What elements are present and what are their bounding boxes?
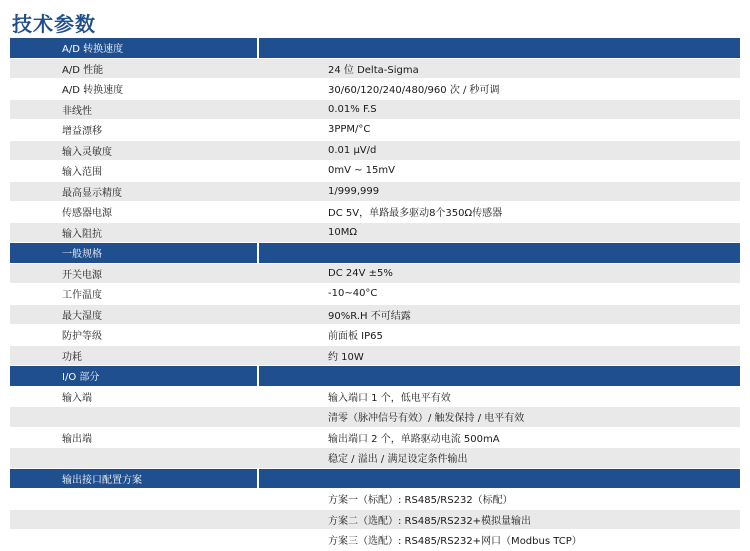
spec-label: 增益漂移 — [62, 126, 102, 138]
spec-row — [10, 284, 740, 305]
spec-value: 90%R.H 不可结露 — [328, 310, 411, 322]
section-header-ad — [10, 38, 740, 59]
spec-row — [10, 325, 740, 346]
section-header-output-interface — [10, 469, 740, 490]
spec-label: 输入端 — [62, 392, 92, 404]
spec-value: 清零（脉冲信号有效）/ 触发保持 / 电平有效 — [328, 413, 525, 425]
spec-label: 开关电源 — [62, 269, 102, 281]
spec-row — [10, 346, 740, 367]
spec-value: 0mV ~ 15mV — [328, 165, 395, 177]
spec-table — [10, 38, 740, 551]
page-title: 技术参数 — [12, 12, 96, 36]
section-header-label: A/D 转换速度 — [62, 44, 124, 56]
spec-value: 约 10W — [328, 351, 364, 363]
spec-value: 1/999,999 — [328, 185, 380, 197]
spec-value: DC 5V，单路最多驱动8个350Ω传感器 — [328, 208, 503, 220]
spec-row — [10, 100, 740, 121]
spec-value: 方案一（标配）: RS485/RS232（标配） — [328, 495, 513, 507]
spec-label: 最高显示精度 — [62, 187, 122, 199]
spec-value: 0.01 μV/d — [328, 144, 377, 156]
spec-label: 功耗 — [62, 351, 82, 363]
spec-label: 输出端 — [62, 433, 92, 445]
spec-row — [10, 202, 740, 223]
spec-value: 输出端口 2 个，单路驱动电流 500mA — [328, 433, 500, 445]
section-header-label: 输出接口配置方案 — [62, 474, 142, 486]
spec-row — [10, 448, 740, 469]
spec-label: A/D 性能 — [62, 64, 104, 76]
spec-label: A/D 转换速度 — [62, 85, 124, 97]
spec-row — [10, 407, 740, 428]
spec-value: -10~40°C — [328, 288, 378, 300]
spec-row — [10, 79, 740, 100]
spec-row — [10, 120, 740, 141]
spec-row — [10, 59, 740, 80]
spec-label: 非线性 — [62, 105, 92, 117]
spec-row — [10, 387, 740, 408]
spec-value: 方案三（选配）: RS485/RS232+网口（Modbus TCP） — [328, 536, 582, 548]
spec-label: 工作温度 — [62, 290, 102, 302]
section-header-io — [10, 366, 740, 387]
spec-row — [10, 264, 740, 285]
spec-row — [10, 223, 740, 244]
spec-value: DC 24V ±5% — [328, 267, 393, 279]
spec-row — [10, 428, 740, 449]
spec-label: 最大湿度 — [62, 310, 102, 322]
spec-value: 10MΩ — [328, 226, 357, 238]
section-header-general — [10, 243, 740, 264]
spec-label: 输入范围 — [62, 167, 102, 179]
spec-row — [10, 182, 740, 203]
spec-value: 24 位 Delta-Sigma — [328, 64, 419, 76]
spec-value: 3PPM/°C — [328, 124, 371, 136]
spec-label: 防护等级 — [62, 331, 102, 343]
spec-label: 传感器电源 — [62, 208, 112, 220]
spec-label: 输入灵敏度 — [62, 146, 112, 158]
section-header-label: 一般规格 — [62, 249, 102, 261]
spec-row — [10, 489, 740, 510]
spec-row — [10, 510, 740, 531]
spec-row — [10, 305, 740, 326]
spec-value: 前面板 IP65 — [328, 331, 383, 343]
spec-label: 输入阻抗 — [62, 228, 102, 240]
spec-value: 0.01% F.S — [328, 103, 377, 115]
spec-value: 稳定 / 溢出 / 满足设定条件输出 — [328, 454, 468, 466]
spec-value: 输入端口 1 个，低电平有效 — [328, 392, 451, 404]
spec-value: 方案二（选配）: RS485/RS232+模拟量输出 — [328, 515, 532, 527]
spec-value: 30/60/120/240/480/960 次 / 秒可调 — [328, 85, 500, 97]
spec-row — [10, 530, 740, 551]
spec-row — [10, 141, 740, 162]
section-header-label: I/O 部分 — [62, 372, 100, 384]
spec-row — [10, 161, 740, 182]
